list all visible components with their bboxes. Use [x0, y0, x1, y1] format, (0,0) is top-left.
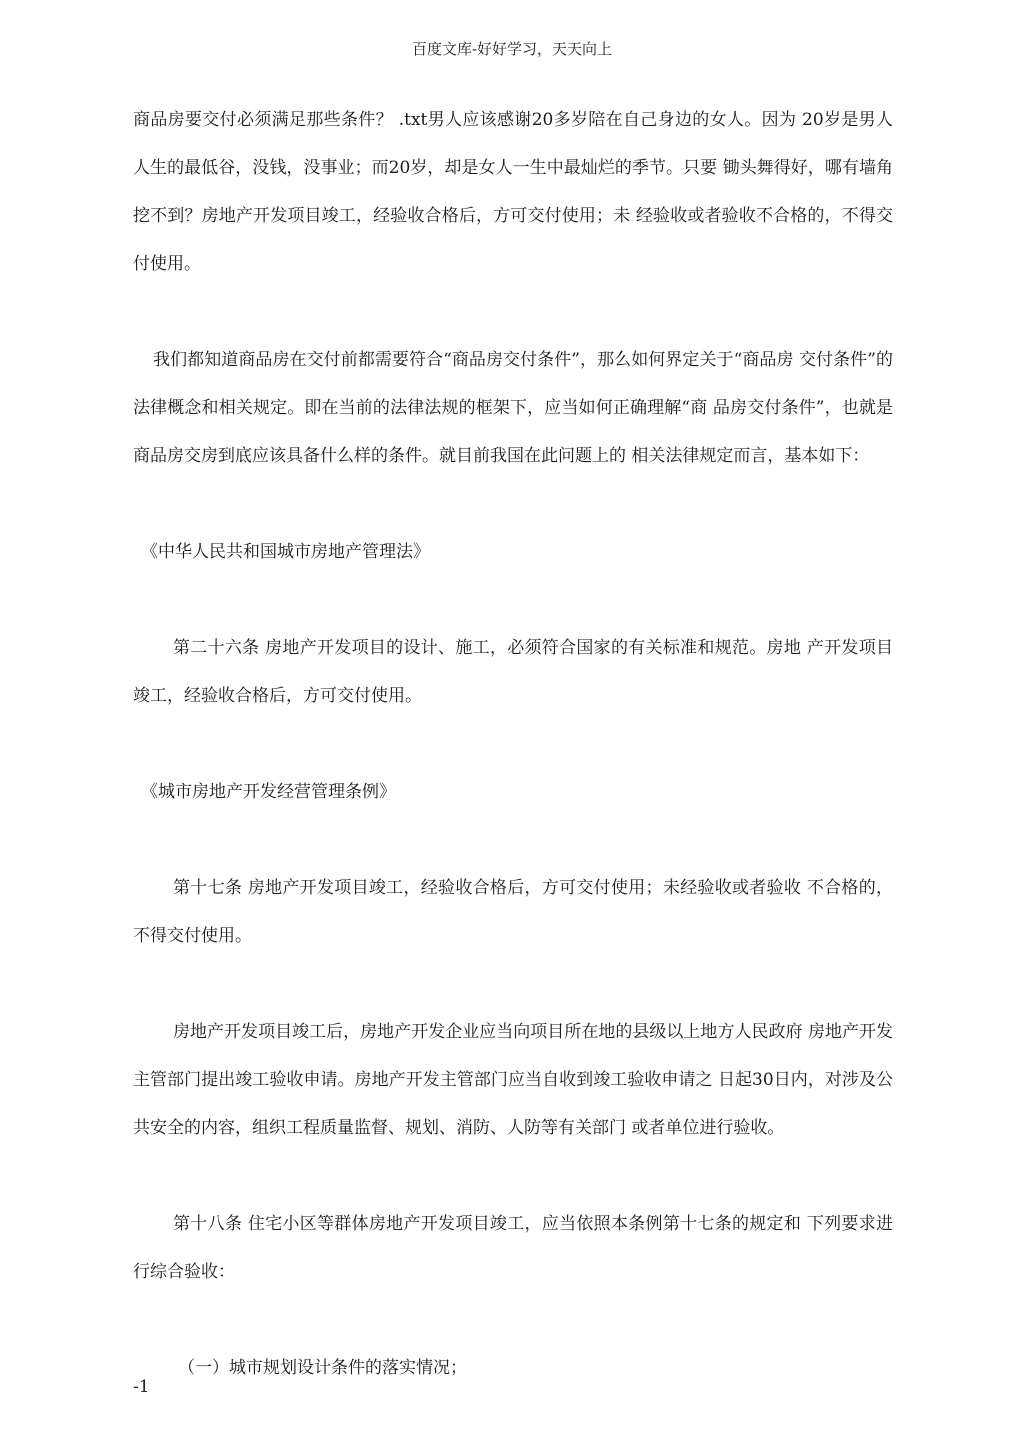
paragraph-gap [133, 1152, 893, 1200]
paragraph-gap [133, 720, 893, 768]
paragraph-gap [133, 816, 893, 864]
law-title-development-regulation: 《城市房地产开发经营管理条例》 [141, 782, 396, 802]
page-number: -1 [133, 1377, 150, 1397]
paragraph-gap [133, 1296, 893, 1344]
paragraph-overview: 我们都知道商品房在交付前都需要符合“商品房交付条件”，那么如何界定关于“商品房 交付条件”的法律概念和相关规定。即在当前的法律法规的框架下，应当如何正确理解“商 品房交付条件”，也就是商品房交房到底应该具备什么样的条件。就目前我国在此问题上的 相关法律规定而言，基本如下： [133, 350, 893, 466]
paragraph-gap [133, 480, 893, 528]
paragraph-intro: 商品房要交付必须满足那些条件？ .txt男人应该感谢20多岁陪在自己身边的女人。因为 20岁是男人人生的最低谷，没钱，没事业；而20岁，却是女人一生中最灿烂的季节。只要 锄头舞得好，哪有墙角挖不到？房地产开发项目竣工，经验收合格后，方可交付使用；未 经验收或者验收不合格的，不得交付使用。 [133, 110, 893, 274]
article-26: 第二十六条 房地产开发项目的设计、施工，必须符合国家的有关标准和规范。房地 产开发项目竣工，经验收合格后，方可交付使用。 [133, 638, 893, 706]
article-18-item-1: （一）城市规划设计条件的落实情况； [178, 1358, 467, 1378]
article-17: 第十七条 房地产开发项目竣工，经验收合格后，方可交付使用；未经验收或者验收 不合格的，不得交付使用。 [133, 878, 893, 946]
document-body [133, 96, 893, 1392]
page-header: 百度文库-好好学习，天天向上 [411, 40, 613, 58]
paragraph-gap [133, 576, 893, 624]
law-title-real-estate-admin: 《中华人民共和国城市房地产管理法》 [141, 542, 430, 562]
article-17-detail: 房地产开发项目竣工后，房地产开发企业应当向项目所在地的县级以上地方人民政府 房地产开发主管部门提出竣工验收申请。房地产开发主管部门应当自收到竣工验收申请之 日起30日内，对涉及公共安全的内容，组织工程质量监督、规划、消防、人防等有关部门 或者单位进行验收。 [133, 1022, 893, 1138]
article-18: 第十八条 住宅小区等群体房地产开发项目竣工，应当依照本条例第十七条的规定和 下列要求进行综合验收： [133, 1214, 893, 1282]
paragraph-gap [133, 960, 893, 1008]
paragraph-gap [133, 288, 893, 336]
